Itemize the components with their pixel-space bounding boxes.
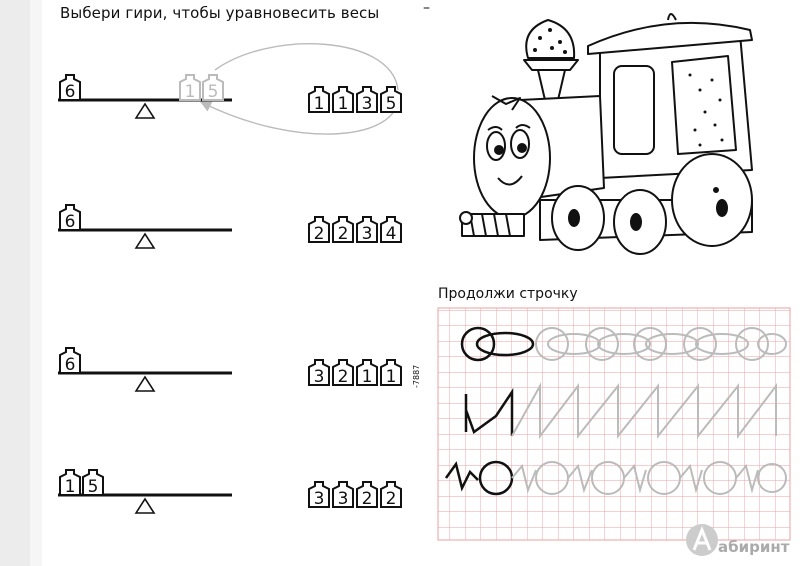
option-weight[interactable]	[333, 217, 353, 244]
weight-label: 1	[184, 82, 196, 102]
weight-label: 3	[337, 489, 349, 509]
scale-4	[58, 495, 232, 513]
scales	[58, 100, 232, 513]
task2-title: Продолжи строчку	[438, 286, 578, 302]
weight-label: 2	[385, 489, 397, 509]
scale-1	[58, 100, 232, 118]
weight-label: 2	[337, 367, 349, 387]
option-weight[interactable]	[381, 87, 401, 114]
option-weight[interactable]	[309, 87, 329, 114]
scale-2	[58, 230, 232, 248]
weight-label: 5	[207, 82, 219, 102]
left-pan-weight[interactable]	[60, 348, 80, 375]
example-arrow	[215, 44, 398, 90]
example-weight[interactable]	[180, 75, 200, 102]
option-weight[interactable]	[357, 217, 377, 244]
weight-label: 6	[64, 82, 76, 102]
option-weight[interactable]	[357, 482, 377, 509]
left-pan-weight[interactable]	[60, 470, 80, 497]
book-code: -7887	[412, 364, 421, 388]
brand-watermark: абиринт	[718, 538, 790, 556]
scale-3	[58, 373, 232, 391]
weight-label: 2	[361, 489, 373, 509]
option-weight[interactable]	[333, 482, 353, 509]
option-weight[interactable]	[309, 360, 329, 387]
weight-label: 4	[385, 224, 397, 244]
margin-dash: –	[423, 0, 430, 16]
left-pan-weight[interactable]	[60, 205, 80, 232]
option-weight[interactable]	[333, 87, 353, 114]
weight-label: 2	[313, 224, 325, 244]
weight-label: 3	[313, 489, 325, 509]
option-weight[interactable]	[357, 87, 377, 114]
option-weight[interactable]	[309, 217, 329, 244]
weight-label: 2	[337, 224, 349, 244]
weights-layer	[60, 75, 401, 509]
weight-label: 5	[385, 94, 397, 114]
weight-label: 6	[64, 212, 76, 232]
left-pan-weight[interactable]	[60, 75, 80, 102]
option-weight[interactable]	[333, 360, 353, 387]
weight-label: 1	[385, 367, 397, 387]
option-weight[interactable]	[309, 482, 329, 509]
weight-label: 1	[64, 477, 76, 497]
tracing-grid	[438, 308, 790, 540]
weight-label: 1	[313, 94, 325, 114]
task1-title: Выбери гири, чтобы уравновесить весы	[60, 4, 380, 22]
option-weight[interactable]	[357, 360, 377, 387]
weight-label: 6	[64, 355, 76, 375]
locomotive-picture	[460, 14, 752, 254]
weight-label: 3	[361, 94, 373, 114]
left-pan-weight[interactable]	[83, 470, 103, 497]
weight-label: 3	[313, 367, 325, 387]
option-weight[interactable]	[381, 217, 401, 244]
weight-label: 1	[361, 367, 373, 387]
weight-label: 1	[337, 94, 349, 114]
option-weight[interactable]	[381, 360, 401, 387]
weight-label: 3	[361, 224, 373, 244]
weight-label: 5	[87, 477, 99, 497]
example-weight[interactable]	[203, 75, 223, 102]
labirint-logo-icon	[684, 522, 720, 558]
option-weight[interactable]	[381, 482, 401, 509]
